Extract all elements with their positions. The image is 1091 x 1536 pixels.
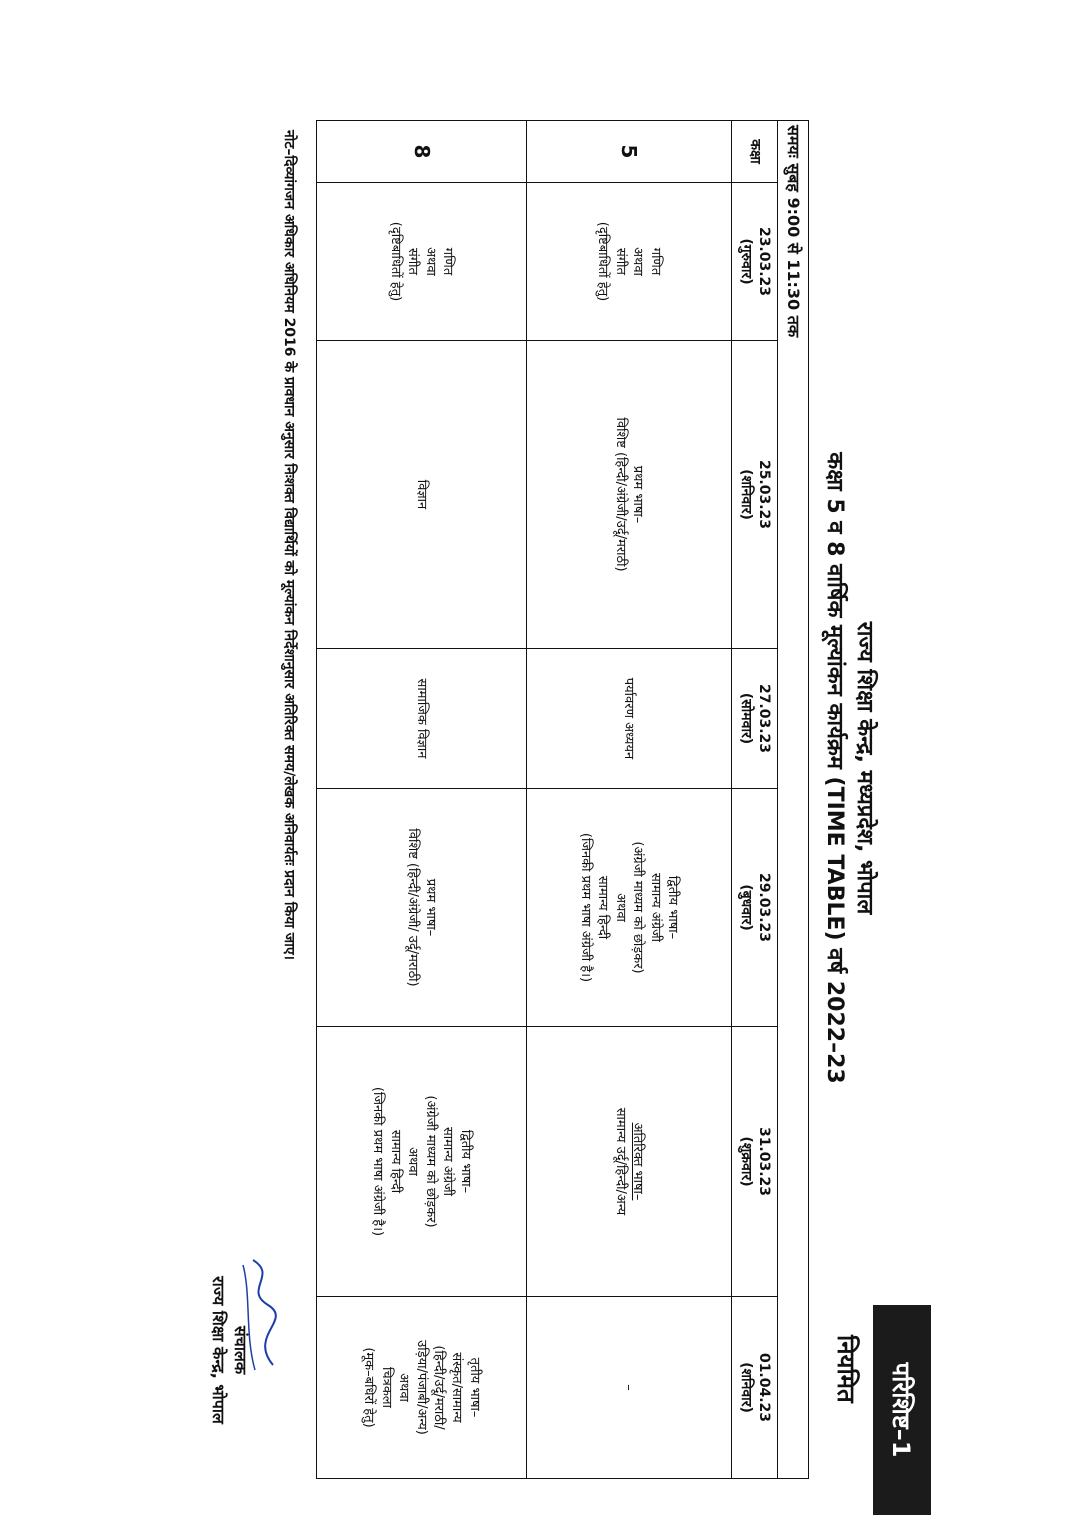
regular-label: नियमित (832, 1335, 860, 1403)
signatory-office: राज्य शिक्षा केन्द्र, भोपाल (209, 1276, 229, 1424)
class-header: कक्षा (731, 121, 778, 183)
signatory-designation: संचालक (231, 1325, 250, 1375)
date-cell: 31.03.23 (शुक्रवार) (731, 1027, 778, 1297)
date-cell: 23.03.23 (गुरुवार) (731, 183, 778, 341)
subject-cell: प्रथम भाषा– विशिष्ट (हिन्दी/अंग्रेजी/ उर्दू/मराठी) (316, 789, 526, 1027)
date-cell: 25.03.23 (शनिवार) (731, 341, 778, 649)
annexure-badge: परिशिष्ट–1 (873, 1305, 931, 1515)
signature-block (208, 1230, 251, 1470)
subject-cell: विज्ञान (316, 341, 526, 649)
subject-cell: तृतीय भाषा– संस्कृत/सामान्य (हिन्दी/उर्दू/मराठी/ उड़िया/पंजाबी/अन्य) अथवा चित्रकला (मूक–बधिरों हेतु) (316, 1297, 526, 1479)
organization-title: राज्य शिक्षा केन्द्र, मध्यप्रदेश, भोपाल (852, 621, 877, 915)
class-8-row (316, 121, 526, 1479)
timetable (316, 120, 809, 1479)
subject-cell: प्रथम भाषा– विशिष्ट (हिन्दी/अंग्रेजी/उर्दू/मराठी) (526, 341, 731, 649)
subject-cell: द्वितीय भाषा– सामान्य अंग्रेजी (अंग्रेजी माध्यम को छोड़कर) अथवा सामान्य हिन्दी (जिनकी प्रथम भाषा अंग्रेजी है।) (316, 1027, 526, 1297)
subject-cell: सामाजिक विज्ञान (316, 649, 526, 789)
subject-cell: द्वितीय भाषा– सामान्य अंग्रेजी (अंग्रेजी माध्यम को छोड़कर) अथवा सामान्य हिन्दी (जिनकी प्रथम भाषा अंग्रेजी है।) (526, 789, 731, 1027)
time-row (778, 121, 809, 1479)
subject-cell: – (526, 1297, 731, 1479)
note-text: नोट–दिव्यांगजन अधिकार अधिनियम 2016 के प्रावधान अनुसार निःशक्त विद्यार्थियों को मूल्यांकन निर्देशानुसार अतिरिक्त समय/लेखक अनिवार्यतः प्रदान किया जाए। (281, 130, 297, 960)
subject-cell: गणित अथवा संगीत (दृष्टिबाधितों हेतु) (526, 183, 731, 341)
exam-time: समयः सुबह 9:00 से 11:30 तक (778, 121, 809, 1479)
class-number: 8 (316, 121, 526, 183)
subject-cell: पर्यावरण अध्ययन (526, 649, 731, 789)
subject-cell: गणित अथवा संगीत (दृष्टिबाधितों हेतु) (316, 183, 526, 341)
date-cell: 27.03.23 (सोमवार) (731, 649, 778, 789)
date-cell: 01.04.23 (शनिवार) (731, 1297, 778, 1479)
date-header-row (731, 121, 778, 1479)
subject-cell: अतिरिक्त भाषा– सामान्य उर्दू/हिन्दी/अन्य (526, 1027, 731, 1297)
class-number: 5 (526, 121, 731, 183)
date-cell: 29.03.23 (बुधवार) (731, 789, 778, 1027)
timetable-title: कक्षा 5 व 8 वार्षिक मूल्यांकन कार्यक्रम (TIME TABLE) वर्ष 2022–23 (822, 452, 847, 1084)
class-5-row (526, 121, 731, 1479)
